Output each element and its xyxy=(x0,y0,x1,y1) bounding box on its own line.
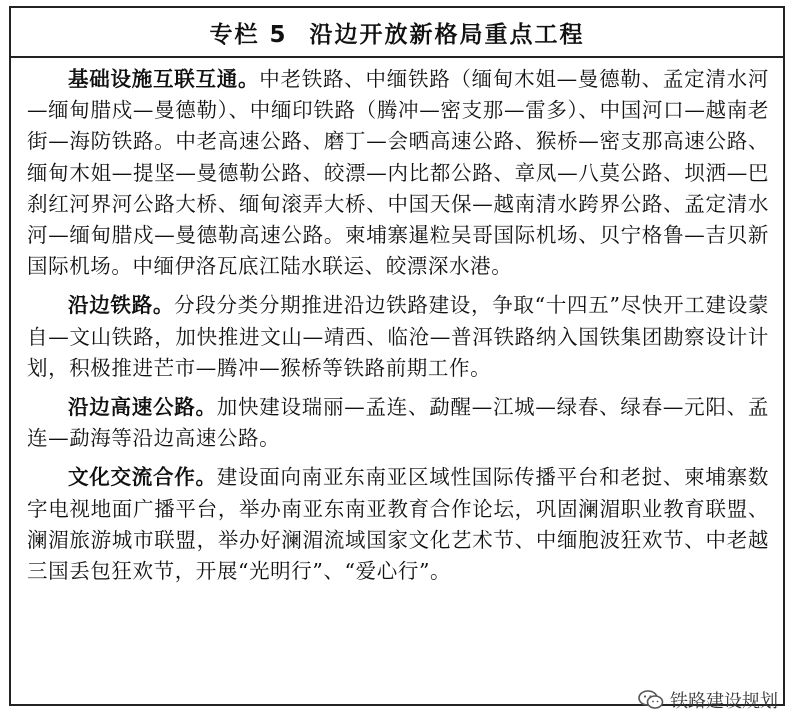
paragraph-border-railway xyxy=(27,290,769,384)
paragraph-body: 中老铁路、中缅铁路（缅甸木姐—曼德勒、孟定清水河—缅甸腊戍—曼德勒）、中缅印铁路（腾冲—密支那—雷多）、中国河口—越南老街—海防铁路。中老高速公路、磨丁—会晒高速公路、猴桥—密支那高速公路、缅甸木姐—提坚—曼德勒公路、皎漂—内比都公路、章凤—八莫公路、坝洒—巴刹红河界河公路大桥、缅甸滚弄大桥、中国天保—越南清水跨界公路、孟定清水河—缅甸腊戍—曼德勒高速公路。柬埔寨暹粒吴哥国际机场、贝宁格鲁—吉贝新国际机场。中缅伊洛瓦底江陆水联运、皎漂深水港。 xyxy=(27,67,769,279)
paragraph-cultural-exchange xyxy=(27,462,769,587)
watermark xyxy=(638,687,778,713)
paragraph-border-highway xyxy=(27,392,769,454)
paragraph-heading: 基础设施互联互通。 xyxy=(68,67,260,91)
column-content xyxy=(11,58,783,587)
paragraph-heading: 沿边铁路。 xyxy=(68,293,175,318)
paragraph-infrastructure xyxy=(27,64,769,282)
paragraph-body: 加快建设瑞丽—孟连、勐醒—江城—绿春、绿春—元阳、孟连—勐海等沿边高速公路。 xyxy=(27,395,769,451)
column-box xyxy=(9,6,785,706)
paragraph-heading: 沿边高速公路。 xyxy=(68,395,217,420)
wechat-icon xyxy=(638,690,664,710)
column-number: 专栏 5 xyxy=(209,21,288,48)
column-title xyxy=(11,8,783,58)
paragraph-body: 分段分类分期推进沿边铁路建设，争取“十四五”尽快开工建设蒙自—文山铁路，加快推进文山—靖西、临沧—普洱铁路纳入国铁集团勘察设计计划，积极推进芒市—腾冲—猴桥等铁路前期工作。 xyxy=(27,293,770,380)
watermark-text: 铁路建设规划 xyxy=(670,691,778,712)
paragraph-heading: 文化交流合作。 xyxy=(68,465,217,490)
column-title-text: 沿边开放新格局重点工程 xyxy=(309,21,585,48)
paragraph-body: 建设面向南亚东南亚区域性国际传播平台和老挝、柬埔寨数字电视地面广播平台，举办南亚东南亚教育合作论坛，巩固澜湄职业教育联盟、澜湄旅游城市联盟，举办好澜湄流域国家文化艺术节、中缅胞波狂欢节、中老越三国丢包狂欢节，开展“光明行”、“爱心行”。 xyxy=(27,465,769,584)
